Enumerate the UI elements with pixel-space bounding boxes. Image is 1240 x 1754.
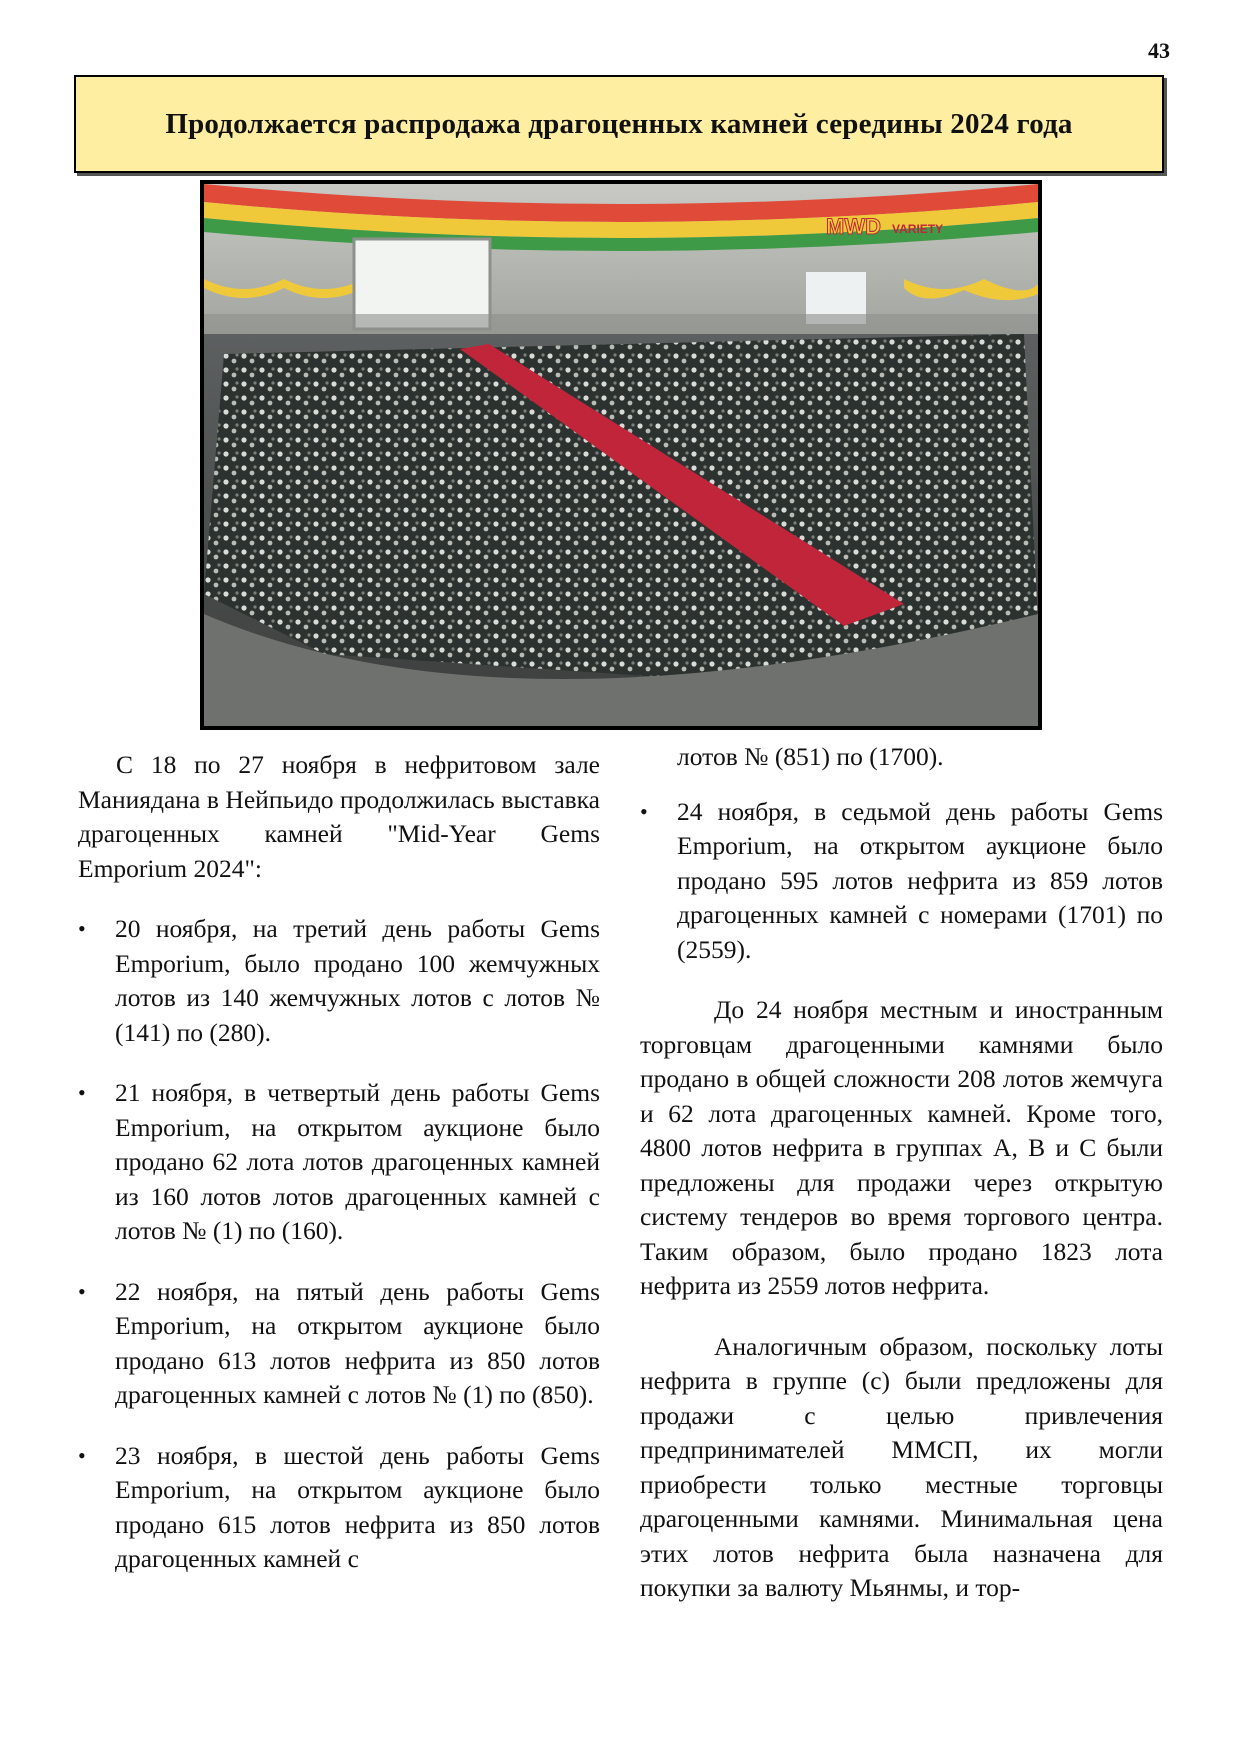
article-title: Продолжается распродажа драгоценных камней середины 2024 года [165, 107, 1073, 140]
auction-days-list [78, 912, 600, 1577]
svg-text:MWD: MWD [826, 214, 881, 239]
list-item-continuation: лотов № (851) по (1700). [677, 742, 944, 771]
auction-hall-photo [200, 180, 1042, 730]
title-box [74, 75, 1164, 173]
list-item: • 24 ноября, в седьмой день работы Gems Emporium, на открытом аукционе было продано 595 лотов нефрита из 859 лотов драгоценных камней с номерами (1701) по (2559). [640, 795, 1163, 968]
svg-text:VARIETY: VARIETY [892, 222, 944, 236]
group-c-paragraph: Аналогичным образом, поскольку лоты нефрита в группе (с) были предложены для продажи с целью привлечения предпринимателей ММСП, их могли приобрести только местные торговцы драгоценными камнями. Минимальная цена этих лотов нефрита была назначена для покупки за валюту Мьянмы, и тор- [640, 1331, 1163, 1602]
left-column [78, 748, 600, 1603]
right-column [640, 740, 1163, 1632]
auction-days-list-continued [640, 795, 1163, 968]
list-item: • 21 ноября, в четвертый день работы Gems Emporium, на открытом аукционе было продано 62 лота лотов драгоценных камней из 160 лотов лотов драгоценных камней с лотов № (1) по (160). [78, 1076, 600, 1249]
list-item: • 23 ноября, в шестой день работы Gems Emporium, на открытом аукционе было продано 615 лотов нефрита из 850 лотов драгоценных камней с [78, 1439, 600, 1577]
list-item: • 22 ноября, на пятый день работы Gems Emporium, на открытом аукционе было продано 613 лотов нефрита из 850 лотов драгоценных камней с лотов № (1) по (850). [78, 1275, 600, 1413]
intro-paragraph: С 18 по 27 ноября в нефритовом зале Маниядана в Нейпьидо продолжилась выставка драгоценных камней "Mid-Year Gems Emporium 2024": [78, 750, 600, 883]
photo-illustration [204, 184, 1038, 726]
page-number: 43 [1148, 38, 1170, 63]
list-item: • 20 ноября, на третий день работы Gems Emporium, было продано 100 жемчужных лотов из 140 жемчужных лотов с лотов № (141) по (280). [78, 912, 600, 1050]
summary-paragraph: До 24 ноября местным и иностранным торговцам драгоценными камнями было продано в общей сложности 208 лотов жемчуга и 62 лота драгоценных камней. Кроме того, 4800 лотов нефрита в группах A, B и C были предложены для продажи через открытую систему тендеров во время торгового центра. Таким образом, было продано 1823 лота нефрита из 2559 лотов нефрита. [640, 995, 1163, 1300]
